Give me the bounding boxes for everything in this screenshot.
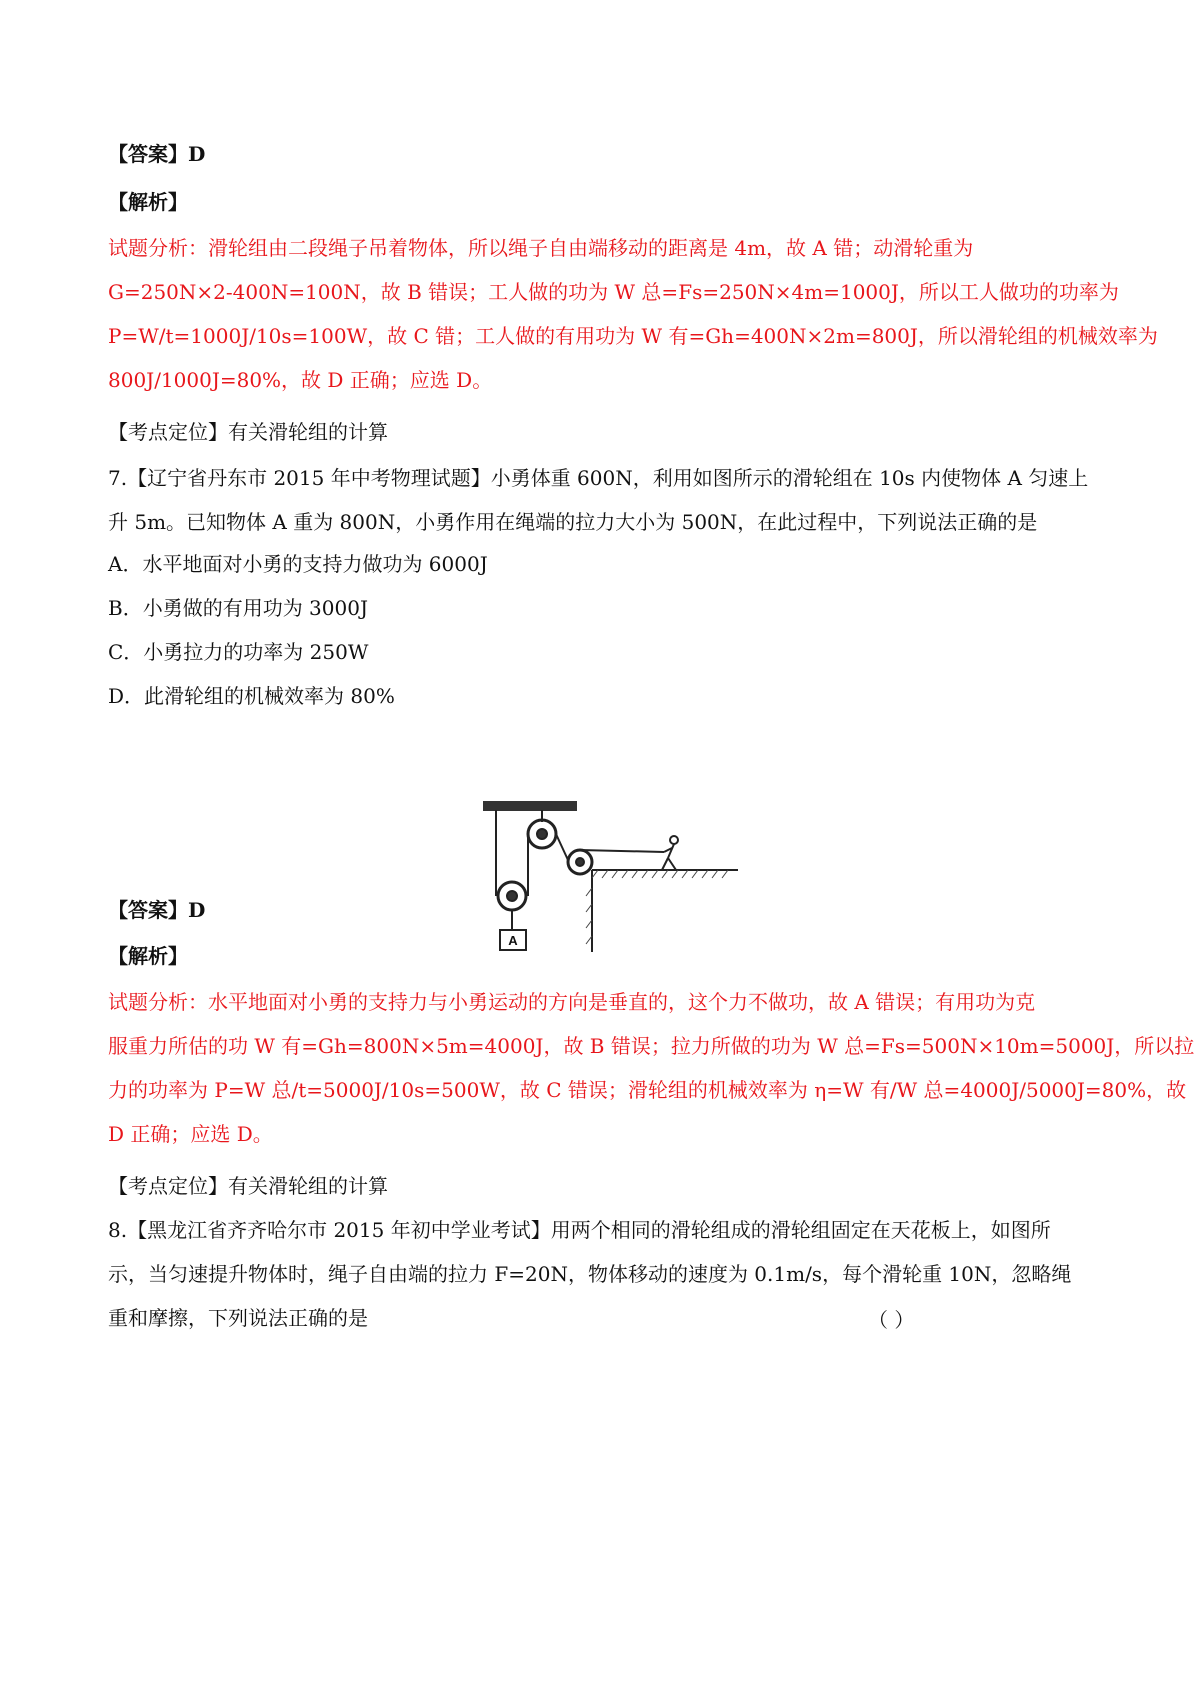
- kaodian-1: 【考点定位】有关滑轮组的计算: [108, 420, 388, 444]
- q7-line-2: 升 5m。已知物体 A 重为 800N，小勇作用在绳端的拉力大小为 500N，在此过程中，下列说法正确的是: [108, 510, 1038, 534]
- q7-line-1: 7.【辽宁省丹东市 2015 年中考物理试题】小勇体重 600N，利用如图所示的滑轮组在 10s 内使物体 A 匀速上: [108, 466, 1089, 490]
- analysis-line-1-1: 试题分析：滑轮组由二段绳子吊着物体，所以绳子自由端移动的距离是 4m，故 A 错；动滑轮重为: [108, 236, 974, 260]
- analysis-line-2-4: D 正确；应选 D。: [108, 1122, 273, 1146]
- block-a-label: A: [508, 933, 518, 948]
- rope-horizontal: [580, 850, 664, 852]
- analysis-header-2: 【解析】: [108, 944, 188, 968]
- analysis-line-2-1: 试题分析：水平地面对小勇的支持力与小勇运动的方向是垂直的，这个力不做功，故 A 错误；有用功为克: [108, 990, 1036, 1014]
- q8-answer-paren: （ ）: [868, 1308, 915, 1332]
- q7-option-d: D．此滑轮组的机械效率为 80%: [108, 684, 395, 708]
- q7-option-b: B．小勇做的有用功为 3000J: [108, 596, 368, 620]
- q8-line-1: 8.【黑龙江省齐齐哈尔市 2015 年初中学业考试】用两个相同的滑轮组成的滑轮组固定在天花板上，如图所: [108, 1218, 1051, 1242]
- answer-label-2: 【答案】D: [108, 898, 206, 922]
- q8-line-3: 重和摩擦，下列说法正确的是: [108, 1306, 368, 1330]
- q7-option-a: A．水平地面对小勇的支持力做功为 6000J: [108, 552, 488, 576]
- analysis-header-1: 【解析】: [108, 190, 188, 214]
- q7-option-c: C．小勇拉力的功率为 250W: [108, 640, 369, 664]
- analysis-line-1-3: P=W/t=1000J/10s=100W，故 C 错；工人做的有用功为 W 有=Gh=400N×2m=800J，所以滑轮组的机械效率为: [108, 324, 1158, 348]
- answer-label-1: 【答案】D: [108, 142, 206, 166]
- kaodian-2: 【考点定位】有关滑轮组的计算: [108, 1174, 388, 1198]
- analysis-line-2-3: 力的功率为 P=W 总/t=5000J/10s=500W，故 C 错误；滑轮组的机械效率为 η=W 有/W 总=4000J/5000J=80%，故: [108, 1078, 1187, 1102]
- analysis-line-2-2: 服重力所估的功 W 有=Gh=800N×5m=4000J，故 B 错误；拉力所做的功为 W 总=Fs=500N×10m=5000J，所以拉: [108, 1034, 1195, 1058]
- ceiling-bar: [484, 802, 576, 810]
- analysis-line-1-2: G=250N×2-400N=100N，故 B 错误；工人做的功为 W 总=Fs=250N×4m=1000J，所以工人做功的功率为: [108, 280, 1119, 304]
- q8-line-2: 示，当匀速提升物体时，绳子自由端的拉力 F=20N，物体移动的速度为 0.1m/s，每个滑轮重 10N，忽略绳: [108, 1262, 1072, 1286]
- rope-fixed-right: [556, 834, 568, 860]
- analysis-line-1-4: 800J/1000J=80%，故 D 正确；应选 D。: [108, 368, 493, 392]
- person-figure: [662, 836, 678, 870]
- pulley-diagram: [482, 800, 742, 954]
